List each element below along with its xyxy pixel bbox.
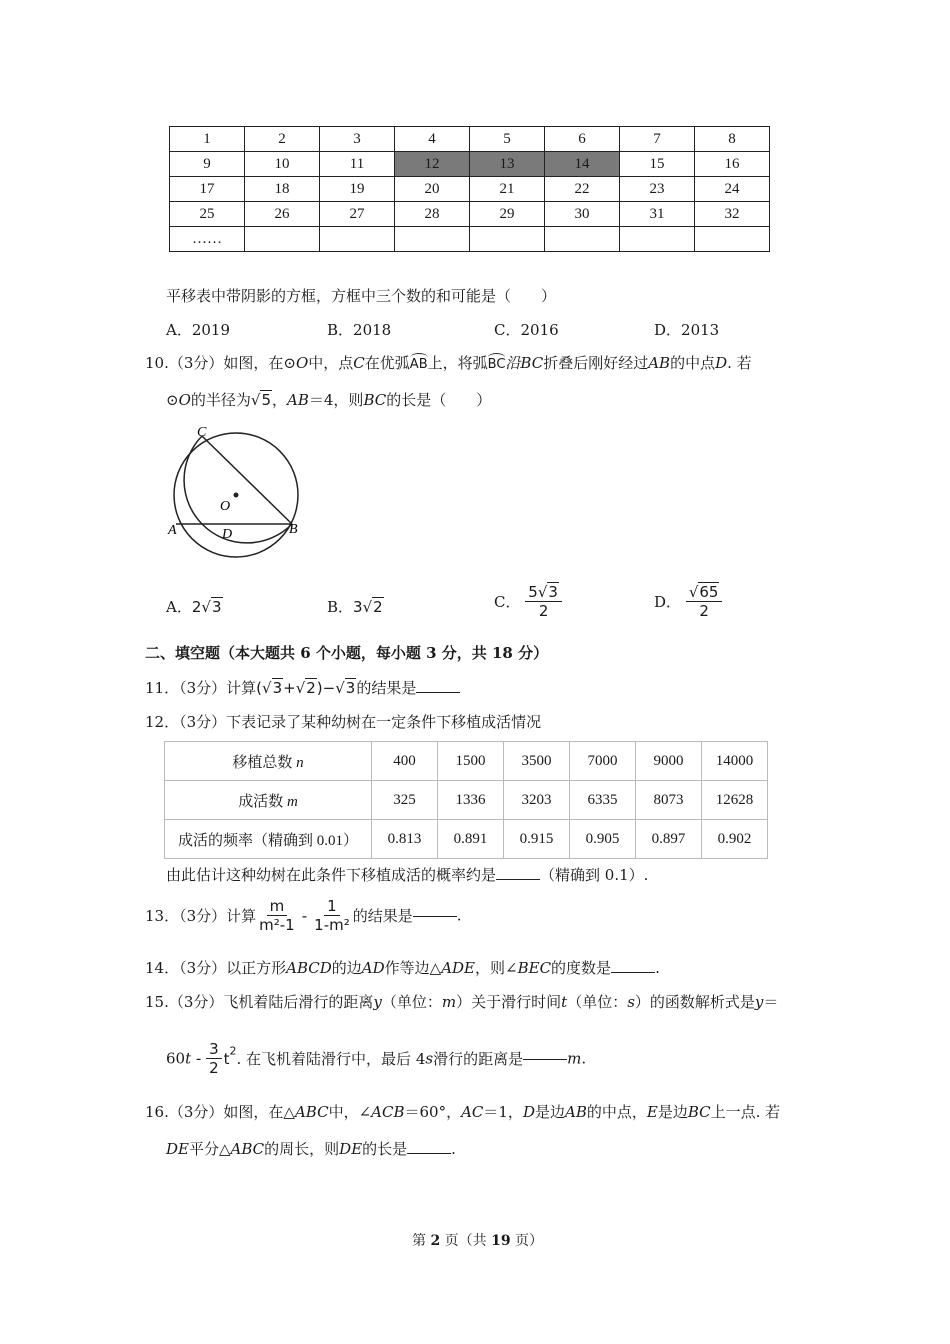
center-point xyxy=(234,493,239,498)
q10-var: BC xyxy=(363,391,387,409)
q16-text: 的周长，则 xyxy=(264,1140,340,1158)
q16-var: D xyxy=(522,1103,535,1121)
q16-text: 平分△ xyxy=(188,1140,231,1158)
denominator: 2 xyxy=(209,1059,219,1077)
option-label: D． xyxy=(654,593,682,611)
grid-cell: 24 xyxy=(695,177,770,202)
sqrt: √3 xyxy=(537,583,558,601)
q10-text: 上，将弧 xyxy=(427,354,488,372)
q15-text: （单位： xyxy=(381,993,442,1011)
q15-var: t xyxy=(561,993,568,1011)
coef: 5 xyxy=(528,583,538,601)
answer-blank xyxy=(407,1152,451,1154)
plus: + xyxy=(283,679,296,697)
grid-cell: 17 xyxy=(170,177,245,202)
grid-cell: 15 xyxy=(620,152,695,177)
table-cell: 9000 xyxy=(636,742,702,781)
q15-text: . xyxy=(581,1049,587,1068)
q16-var: AB xyxy=(564,1103,587,1121)
table-cell: 0.897 xyxy=(636,820,702,859)
label-o: O xyxy=(220,499,231,514)
option-label: C． xyxy=(494,593,521,611)
table-row xyxy=(165,820,768,859)
grid-cell xyxy=(545,227,620,252)
sqrt: √3 xyxy=(201,598,222,616)
fraction xyxy=(525,583,562,620)
option-label: A． xyxy=(166,598,192,616)
q10-var: C xyxy=(353,354,365,372)
table-cell: 6335 xyxy=(570,781,636,820)
minus: - xyxy=(301,906,308,925)
sqrt: √65 xyxy=(688,583,719,601)
q16-var: ABC xyxy=(294,1103,329,1121)
grid-cell: 9 xyxy=(170,152,245,177)
q10-var: O xyxy=(178,391,191,409)
q10-var: BC xyxy=(520,354,544,372)
grid-cell xyxy=(320,227,395,252)
q10-text: ， xyxy=(272,391,288,409)
q16-var: ACB xyxy=(371,1103,405,1121)
grid-cell-shaded: 12 xyxy=(395,152,470,177)
fraction xyxy=(686,583,723,620)
page-footer xyxy=(412,1230,543,1250)
q15-text: 滑行的距离是 xyxy=(433,1050,524,1068)
q16-text: . xyxy=(451,1140,456,1158)
q15-var: t xyxy=(223,1049,230,1068)
grid-cell: 27 xyxy=(320,202,395,227)
q14-text: 作等边△ xyxy=(384,959,442,977)
cell-label: 移植总数 xyxy=(232,754,293,771)
q15-text: 15.（3分）飞机着陆后滑行的距离 xyxy=(145,993,374,1011)
q10-text: . 若 xyxy=(727,354,752,372)
q9-option-a: A．2019 xyxy=(166,321,231,339)
q16-text: 是边 xyxy=(657,1103,688,1121)
grid-cell: 21 xyxy=(470,177,545,202)
q15-var: s xyxy=(627,993,635,1011)
grid-cell: 5 xyxy=(470,127,545,152)
q16-var: AC xyxy=(461,1103,484,1121)
table-cell: 400 xyxy=(372,742,438,781)
fraction-1 xyxy=(256,897,298,934)
q10-var: D xyxy=(715,354,728,372)
q12-text: 由此估计这种幼树在此条件下移植成活的概率约是 xyxy=(166,866,497,884)
q15-line1 xyxy=(145,991,778,1012)
q14-text: 的度数是 xyxy=(551,959,612,977)
q15-var: y xyxy=(373,993,382,1011)
answer-blank xyxy=(523,1058,567,1060)
answer-blank xyxy=(413,915,457,917)
grid-cell: 10 xyxy=(245,152,320,177)
grid-cell: 32 xyxy=(695,202,770,227)
q14 xyxy=(145,957,660,978)
radicand: 5 xyxy=(261,391,272,409)
denominator: 2 xyxy=(699,602,709,620)
table-cell: 8073 xyxy=(636,781,702,820)
q10-text: ＝4，则 xyxy=(308,391,364,409)
page-number: 2 xyxy=(430,1233,441,1249)
grid-cell xyxy=(620,227,695,252)
q10-var: AB xyxy=(648,354,671,372)
grid-cell: 4 xyxy=(395,127,470,152)
q16-var: BC xyxy=(687,1103,711,1121)
table-row xyxy=(165,781,768,820)
q14-var: AD xyxy=(361,959,385,977)
label-d: D xyxy=(222,527,233,542)
q10-text: 10.（3分）如图，在⊙ xyxy=(145,354,296,372)
grid-row xyxy=(170,127,770,152)
table-cell: 0.905 xyxy=(570,820,636,859)
grid-cell: 31 xyxy=(620,202,695,227)
q11-text: 11．（3分）计算 xyxy=(145,679,257,697)
table-cell: 0.915 xyxy=(504,820,570,859)
answer-blank xyxy=(416,691,460,693)
radicand: 3 xyxy=(345,679,356,697)
grid-cell xyxy=(395,227,470,252)
q13 xyxy=(145,897,462,934)
q16-line2 xyxy=(166,1138,456,1159)
footer-text: 页（共 xyxy=(444,1233,487,1249)
numerator: 3 xyxy=(206,1040,222,1059)
q10-text: 中，点 xyxy=(308,354,354,372)
grid-cell: 20 xyxy=(395,177,470,202)
q16-var: DE xyxy=(339,1140,363,1158)
grid-cell xyxy=(695,227,770,252)
grid-row xyxy=(170,202,770,227)
grid-cell: 1 xyxy=(170,127,245,152)
radicand: 3 xyxy=(211,598,222,616)
total-pages: 19 xyxy=(491,1233,511,1249)
label-c: C xyxy=(197,425,207,440)
q16-text: 上一点. 若 xyxy=(710,1103,781,1121)
q14-var: ABCD xyxy=(286,959,332,977)
q16-var: E xyxy=(646,1103,658,1121)
label-b: B xyxy=(289,522,298,537)
arc-ab: AB xyxy=(410,353,428,372)
denominator: 1-m² xyxy=(314,916,350,934)
q11-text: 的结果是 xyxy=(356,679,417,697)
numerator: m xyxy=(267,897,288,916)
grid-row xyxy=(170,152,770,177)
q10-text: 沿 xyxy=(505,354,521,372)
q10-text: 在优弧 xyxy=(364,354,410,372)
q16-text: 的中点， xyxy=(586,1103,647,1121)
radicand: 3 xyxy=(548,583,558,601)
grid-cell: 29 xyxy=(470,202,545,227)
q15-line2 xyxy=(166,1040,586,1077)
q9-option-d: D．2013 xyxy=(654,321,720,339)
grid-cell: 25 xyxy=(170,202,245,227)
grid-cell-shaded: 13 xyxy=(470,152,545,177)
grid-cell: 23 xyxy=(620,177,695,202)
grid-cell: 18 xyxy=(245,177,320,202)
answer-blank xyxy=(496,878,540,880)
fraction xyxy=(206,1040,222,1077)
cell-var: n xyxy=(296,754,304,771)
q15-var: t xyxy=(185,1049,192,1068)
q13-text: 的结果是 xyxy=(352,907,413,925)
grid-cell xyxy=(245,227,320,252)
q14-text: . xyxy=(655,959,660,977)
coef: 2 xyxy=(191,598,202,616)
table-header-cell xyxy=(165,781,372,820)
grid-cell: 30 xyxy=(545,202,620,227)
table-row xyxy=(165,742,768,781)
denominator: 2 xyxy=(538,602,549,620)
q15-var: m xyxy=(441,993,457,1011)
q14-text: 的边 xyxy=(331,959,362,977)
fraction-2 xyxy=(311,897,353,934)
grid-cell xyxy=(470,227,545,252)
q12-stem: 12．（3分）下表记录了某种幼树在一定条件下移植成活情况 xyxy=(145,713,542,731)
q13-text: 13．（3分）计算 xyxy=(145,907,257,925)
section-heading: 二、填空题（本大题共 6 个小题，每小题 3 分，共 18 分） xyxy=(145,644,549,662)
q15-var: s xyxy=(425,1049,434,1068)
grid-cell: 26 xyxy=(245,202,320,227)
grid-cell-shaded: 14 xyxy=(545,152,620,177)
q13-text: . xyxy=(456,906,462,925)
q16-text: 的长是 xyxy=(362,1140,408,1158)
numerator: 1 xyxy=(324,897,340,916)
table-header-cell: 成活的频率（精确到 0.01） xyxy=(165,820,372,859)
numerator xyxy=(686,583,723,602)
q10-line1 xyxy=(145,352,752,373)
q15-var: y xyxy=(754,993,764,1011)
radicand: 2 xyxy=(373,598,383,616)
cell-label: 成活数 xyxy=(238,793,284,810)
q9-option-b: B．2018 xyxy=(327,321,392,339)
q16-line1 xyxy=(145,1101,780,1122)
answer-blank xyxy=(611,971,655,973)
q10-text: 的中点 xyxy=(670,354,716,372)
table-header-cell xyxy=(165,742,372,781)
q16-text: 16.（3分）如图，在△ xyxy=(145,1103,295,1121)
q10-text: 的长是（ ） xyxy=(386,391,492,409)
grid-cell: …… xyxy=(170,227,245,252)
numerator xyxy=(525,583,562,602)
radicand: 2 xyxy=(306,679,316,697)
sqrt: √2 xyxy=(295,679,316,697)
grid-cell: 22 xyxy=(545,177,620,202)
table-cell: 0.902 xyxy=(702,820,768,859)
minus: - xyxy=(191,1049,207,1068)
q15-var: m xyxy=(567,1049,582,1068)
radicand: 65 xyxy=(699,583,719,601)
q14-text: 14．（3分）以正方形 xyxy=(145,959,287,977)
q16-text: 是边 xyxy=(534,1103,565,1121)
q10-var: O xyxy=(295,354,309,372)
table-cell: 1336 xyxy=(438,781,504,820)
sqrt-5: √5 xyxy=(250,391,272,409)
table-cell: 14000 xyxy=(702,742,768,781)
q10-option-c xyxy=(494,583,562,620)
q15-text: （单位： xyxy=(567,993,628,1011)
grid-cell: 8 xyxy=(695,127,770,152)
q10-line2 xyxy=(166,389,491,410)
grid-cell: 19 xyxy=(320,177,395,202)
q11 xyxy=(145,677,460,698)
table-cell: 3500 xyxy=(504,742,570,781)
q15-text: . 在飞机着陆滑行中，最后 4 xyxy=(236,1050,426,1068)
cell-var: m xyxy=(286,793,298,810)
q15-text: 60 xyxy=(166,1049,186,1068)
sqrt: √3 xyxy=(335,679,356,697)
q9-option-c: C．2016 xyxy=(494,321,559,339)
circle-figure xyxy=(162,420,312,565)
grid-cell: 3 xyxy=(320,127,395,152)
table-cell: 7000 xyxy=(570,742,636,781)
paren: ( xyxy=(256,679,262,697)
table-cell: 1500 xyxy=(438,742,504,781)
survival-table xyxy=(164,741,768,859)
number-grid xyxy=(169,126,770,252)
q10-text: 的半径为 xyxy=(190,391,251,409)
grid-row xyxy=(170,177,770,202)
q10-option-a xyxy=(166,596,223,617)
footer-text: 页） xyxy=(515,1233,544,1249)
grid-cell: 28 xyxy=(395,202,470,227)
grid-cell: 6 xyxy=(545,127,620,152)
grid-cell: 16 xyxy=(695,152,770,177)
grid-cell: 7 xyxy=(620,127,695,152)
folded-arc xyxy=(184,436,292,543)
q10-text: 折叠后刚好经过 xyxy=(543,354,649,372)
footer-text: 第 xyxy=(412,1233,426,1249)
table-cell: 3203 xyxy=(504,781,570,820)
q10-option-b xyxy=(327,596,384,617)
q10-option-d xyxy=(654,583,722,620)
q16-var: DE xyxy=(166,1140,189,1158)
table-cell: 0.891 xyxy=(438,820,504,859)
q15-text: ＝ xyxy=(763,993,779,1011)
coef: 3 xyxy=(353,598,363,616)
q12-after xyxy=(166,864,648,885)
q16-var: ABC xyxy=(230,1140,265,1158)
radicand: 3 xyxy=(272,679,283,697)
q14-var: BEC xyxy=(517,959,552,977)
q14-var: ADE xyxy=(441,959,476,977)
q16-text: ＝60°， xyxy=(404,1103,462,1121)
q14-text: ，则∠ xyxy=(475,959,518,977)
arc-bc: BC xyxy=(488,353,506,372)
sqrt: √3 xyxy=(262,679,283,697)
grid-cell: 11 xyxy=(320,152,395,177)
grid-cell: 2 xyxy=(245,127,320,152)
grid-row xyxy=(170,227,770,252)
table-cell: 12628 xyxy=(702,781,768,820)
label-a: A xyxy=(168,523,177,538)
q15-text: ）的函数解析式是 xyxy=(634,993,755,1011)
paren: ) xyxy=(316,679,323,697)
q10-var: AB xyxy=(287,391,309,409)
q16-text: ＝1， xyxy=(483,1103,523,1121)
option-label: B． xyxy=(327,598,354,616)
q16-text: 中，∠ xyxy=(328,1103,372,1121)
table-cell: 325 xyxy=(372,781,438,820)
q15-text: ）关于滑行时间 xyxy=(456,993,562,1011)
q10-text: ⊙ xyxy=(166,391,179,409)
sqrt: √2 xyxy=(362,598,383,616)
q12-text: （精确到 0.1）. xyxy=(540,866,649,884)
exponent: 2 xyxy=(229,1044,237,1058)
table-cell: 0.813 xyxy=(372,820,438,859)
q9-stem: 平移表中带阴影的方框，方框中三个数的和可能是（ ） xyxy=(166,287,557,305)
denominator: m²-1 xyxy=(259,916,295,934)
minus: − xyxy=(322,679,336,697)
